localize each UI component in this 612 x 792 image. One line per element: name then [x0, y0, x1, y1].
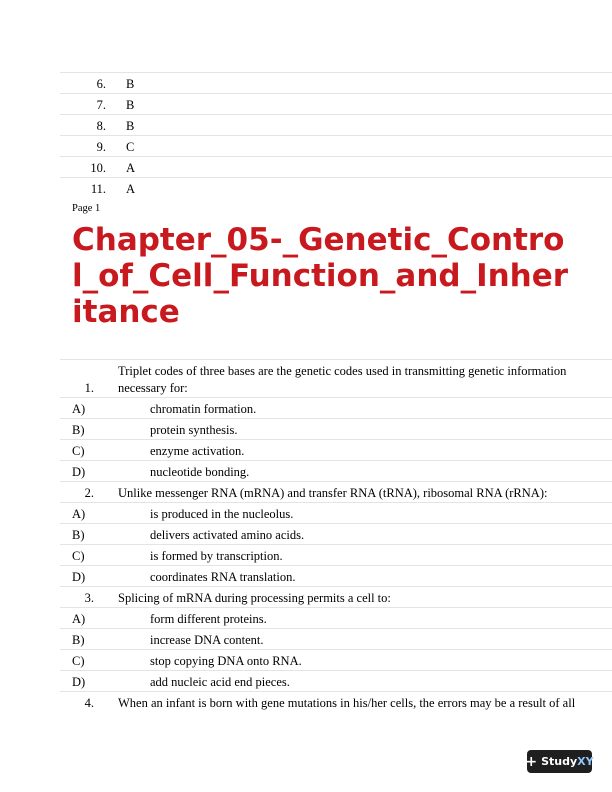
- option-text: chromatin formation.: [150, 402, 257, 416]
- option-row: [60, 565, 612, 586]
- option-row: [60, 607, 612, 628]
- answer-letter: A: [126, 161, 136, 175]
- answer-letter: B: [126, 98, 135, 112]
- answer-number: 8.: [96, 119, 106, 133]
- option-text: coordinates RNA translation.: [150, 570, 296, 584]
- option-letter: C): [72, 444, 85, 458]
- question-row: [60, 586, 612, 607]
- option-letter: B): [72, 528, 85, 542]
- option-letter: D): [72, 465, 86, 479]
- option-text: nucleotide bonding.: [150, 465, 250, 479]
- answer-letter: C: [126, 140, 135, 154]
- option-row: [60, 544, 612, 565]
- question-text: When an infant is born with gene mutations in his/her cells, the errors may be a result of all: [118, 696, 576, 710]
- option-letter: B): [72, 633, 85, 647]
- option-text: enzyme activation.: [150, 444, 245, 458]
- option-row: [60, 439, 612, 460]
- option-text: protein synthesis.: [150, 423, 238, 437]
- option-text: stop copying DNA onto RNA.: [150, 654, 302, 668]
- answer-row: [60, 135, 612, 156]
- option-row: [60, 397, 612, 418]
- question-text: Splicing of mRNA during processing permits a cell to:: [118, 591, 391, 605]
- option-letter: A): [72, 402, 86, 416]
- answer-letter: B: [126, 77, 135, 91]
- option-letter: D): [72, 570, 86, 584]
- option-row: [60, 523, 612, 544]
- option-letter: C): [72, 654, 85, 668]
- question-text: Unlike messenger RNA (mRNA) and transfer RNA (tRNA), ribosomal RNA (rRNA):: [118, 486, 548, 500]
- option-row: [60, 649, 612, 670]
- answer-number: 7.: [96, 98, 106, 112]
- studyxy-badge[interactable]: [527, 750, 592, 773]
- option-text: increase DNA content.: [150, 633, 264, 647]
- option-row: [60, 628, 612, 649]
- option-letter: B): [72, 423, 85, 437]
- answer-row: [60, 156, 612, 177]
- option-letter: C): [72, 549, 85, 563]
- option-letter: D): [72, 675, 86, 689]
- question-text-line2: necessary for:: [118, 381, 188, 395]
- answer-number: 11.: [90, 182, 106, 196]
- option-text: is formed by transcription.: [150, 549, 283, 563]
- option-row: [60, 418, 612, 439]
- answer-letter: A: [126, 182, 136, 196]
- question-text-line1: Triplet codes of three bases are the genetic codes used in transmitting genetic information: [118, 364, 567, 378]
- option-row: [60, 502, 612, 523]
- badge-label-suffix: XY: [577, 755, 594, 768]
- answer-row: [60, 72, 612, 93]
- question-row: [60, 691, 612, 712]
- chapter-title: Chapter_05-_Genetic_Control_of_Cell_Function_and_Inheritance: [72, 222, 569, 330]
- question-number: 3.: [84, 591, 94, 605]
- answer-row: [60, 177, 612, 198]
- answer-number: 9.: [96, 140, 106, 154]
- page-label: Page 1: [72, 203, 101, 214]
- answer-number: 10.: [90, 161, 106, 175]
- option-row: [60, 460, 612, 481]
- answer-letter: B: [126, 119, 135, 133]
- question-number: 4.: [84, 696, 94, 710]
- badge-label: StudyXY: [541, 755, 594, 768]
- option-text: delivers activated amino acids.: [150, 528, 305, 542]
- option-row: [60, 670, 612, 691]
- option-letter: A): [72, 612, 86, 626]
- answer-number: 6.: [96, 77, 106, 91]
- option-text: add nucleic acid end pieces.: [150, 675, 290, 689]
- option-text: form different proteins.: [150, 612, 267, 626]
- question-row: [60, 359, 612, 397]
- question-row: [60, 481, 612, 502]
- option-text: is produced in the nucleolus.: [150, 507, 294, 521]
- question-number: 1.: [84, 381, 94, 395]
- answer-row: [60, 93, 612, 114]
- option-letter: A): [72, 507, 86, 521]
- answer-row: [60, 114, 612, 135]
- question-number: 2.: [84, 486, 94, 500]
- plus-icon: +: [525, 753, 538, 770]
